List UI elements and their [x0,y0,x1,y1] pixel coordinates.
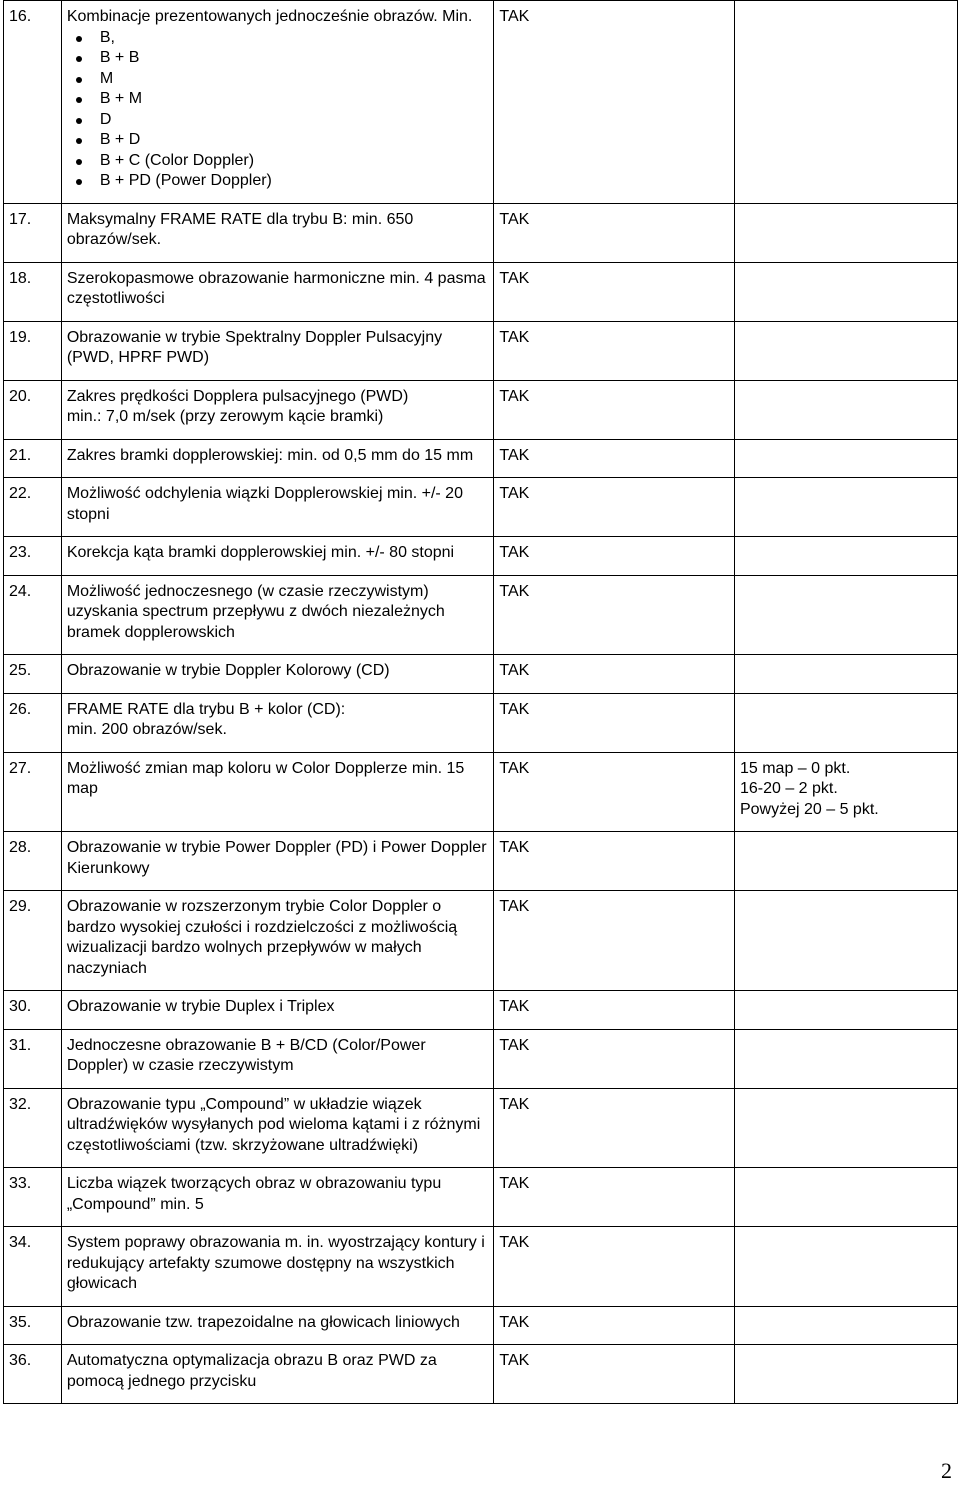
row-answer: TAK [494,1029,735,1088]
row-answer: TAK [494,832,735,891]
row-description: Automatyczna optymalizacja obrazu B oraz PWD za pomocą jednego przycisku [61,1345,494,1404]
row-number: 30. [4,991,62,1030]
table-row [4,575,958,655]
row-number: 34. [4,1227,62,1307]
table-row [4,321,958,380]
row-answer: TAK [494,1345,735,1404]
row-number: 26. [4,693,62,752]
row-number: 28. [4,832,62,891]
row-answer: TAK [494,1227,735,1307]
list-item: B + M [100,89,489,110]
list-item: B + PD (Power Doppler) [100,171,489,192]
row-answer: TAK [494,1168,735,1227]
row-answer: TAK [494,321,735,380]
row-description: Obrazowanie typu „Compound” w układzie wiązek ultradźwięków wysyłanych pod wieloma kątami i z różnymi częstotliwościami (tzw. skrzyżowane ultradźwięki) [61,1088,494,1168]
list-item: D [100,110,489,131]
row-description-text: min. 200 obrazów/sek. [66,721,227,738]
row-description: Szerokopasmowe obrazowanie harmoniczne min. 4 pasma częstotliwości [61,262,494,321]
row-description: Korekcja kąta bramki dopplerowskiej min. +/- 80 stopni [61,537,494,576]
table-row [4,891,958,991]
row-score [734,832,957,891]
row-score [734,1088,957,1168]
table-row [4,832,958,891]
row-description: Obrazowanie w rozszerzonym trybie Color Doppler o bardzo wysokiej czułości i rozdzielczości z możliwością wizualizacji bardzo wolnych przepływów w małych naczyniach [61,891,494,991]
table-row [4,1227,958,1307]
row-number: 21. [4,439,62,478]
row-answer: TAK [494,1,735,204]
row-description: Możliwość zmian map koloru w Color Dopplerze min. 15 map [61,752,494,832]
row-description-text: min.: 7,0 m/sek (przy zerowym kącie bramki) [66,408,384,425]
row-number: 16. [4,1,62,204]
row-answer: TAK [494,575,735,655]
row-number: 24. [4,575,62,655]
list-item: B, [100,28,489,49]
row-description: Zakres bramki dopplerowskiej: min. od 0,5 mm do 15 mm [61,439,494,478]
table-row [4,380,958,439]
display-mode-list [67,28,489,192]
list-item: B + D [100,130,489,151]
row-answer: TAK [494,380,735,439]
row-description: Liczba wiązek tworzących obraz w obrazowaniu typu „Compound” min. 5 [61,1168,494,1227]
row-score [734,1345,957,1404]
row-answer: TAK [494,537,735,576]
row-description [61,380,494,439]
row-description: System poprawy obrazowania m. in. wyostrzający kontury i redukujący artefakty szumowe dostępny na wszystkich głowicach [61,1227,494,1307]
score-line: 16-20 – 2 pkt. [739,780,838,797]
row-number: 20. [4,380,62,439]
table-row [4,537,958,576]
row-description: Obrazowanie w trybie Duplex i Triplex [61,991,494,1030]
row-number: 27. [4,752,62,832]
table-row [4,752,958,832]
row-number: 36. [4,1345,62,1404]
row-number: 22. [4,478,62,537]
row-number: 31. [4,1029,62,1088]
row-description-text: Zakres prędkości Dopplera pulsacyjnego (PWD) [66,387,409,405]
table-row [4,1306,958,1345]
table-row [4,655,958,694]
row-description: Możliwość jednoczesnego (w czasie rzeczywistym) uzyskania spectrum przepływu z dwóch niezależnych bramek dopplerowskich [61,575,494,655]
row-answer: TAK [494,891,735,991]
row-description: Obrazowanie w trybie Spektralny Doppler Pulsacyjny (PWD, HPRF PWD) [61,321,494,380]
row-score [734,321,957,380]
row-description-text: Kombinacje prezentowanych jednocześnie obrazów. Min. [66,8,473,25]
row-score [734,262,957,321]
row-score [734,752,957,832]
row-score [734,1168,957,1227]
spec-table [3,0,958,1404]
row-answer: TAK [494,1306,735,1345]
table-row [4,439,958,478]
score-line: 15 map – 0 pkt. [739,759,851,777]
row-answer: TAK [494,693,735,752]
table-row [4,262,958,321]
row-score [734,1,957,204]
row-description: Obrazowanie w trybie Power Doppler (PD) i Power Doppler Kierunkowy [61,832,494,891]
row-score [734,575,957,655]
row-answer: TAK [494,478,735,537]
table-row [4,1088,958,1168]
row-description: Możliwość odchylenia wiązki Dopplerowskiej min. +/- 20 stopni [61,478,494,537]
table-row [4,1,958,204]
row-description: Jednoczesne obrazowanie B + B/CD (Color/Power Doppler) w czasie rzeczywistym [61,1029,494,1088]
row-number: 29. [4,891,62,991]
row-description [61,1,494,204]
row-answer: TAK [494,655,735,694]
row-score [734,478,957,537]
list-item: B + C (Color Doppler) [100,151,489,172]
table-row [4,991,958,1030]
row-number: 17. [4,203,62,262]
row-number: 35. [4,1306,62,1345]
row-score [734,439,957,478]
row-number: 32. [4,1088,62,1168]
table-row [4,478,958,537]
row-score [734,380,957,439]
row-score [734,655,957,694]
row-description-text: FRAME RATE dla trybu B + kolor (CD): [66,700,346,718]
row-answer: TAK [494,439,735,478]
row-score [734,991,957,1030]
row-number: 25. [4,655,62,694]
list-item: M [100,69,489,90]
row-answer: TAK [494,1088,735,1168]
table-row [4,203,958,262]
table-row [4,693,958,752]
row-number: 18. [4,262,62,321]
table-row [4,1345,958,1404]
row-answer: TAK [494,991,735,1030]
row-score [734,1306,957,1345]
row-description: Obrazowanie tzw. trapezoidalne na głowicach liniowych [61,1306,494,1345]
row-number: 33. [4,1168,62,1227]
row-score [734,1029,957,1088]
row-answer: TAK [494,203,735,262]
row-score [734,891,957,991]
row-score [734,1227,957,1307]
row-score [734,693,957,752]
row-score [734,537,957,576]
row-number: 23. [4,537,62,576]
row-score [734,203,957,262]
row-description: Maksymalny FRAME RATE dla trybu B: min. 650 obrazów/sek. [61,203,494,262]
row-description [61,693,494,752]
list-item: B + B [100,48,489,69]
page-number: 2 [941,1458,952,1483]
row-answer: TAK [494,262,735,321]
row-number: 19. [4,321,62,380]
row-answer: TAK [494,752,735,832]
table-row [4,1029,958,1088]
score-line: Powyżej 20 – 5 pkt. [739,800,879,818]
row-description: Obrazowanie w trybie Doppler Kolorowy (CD) [61,655,494,694]
table-row [4,1168,958,1227]
